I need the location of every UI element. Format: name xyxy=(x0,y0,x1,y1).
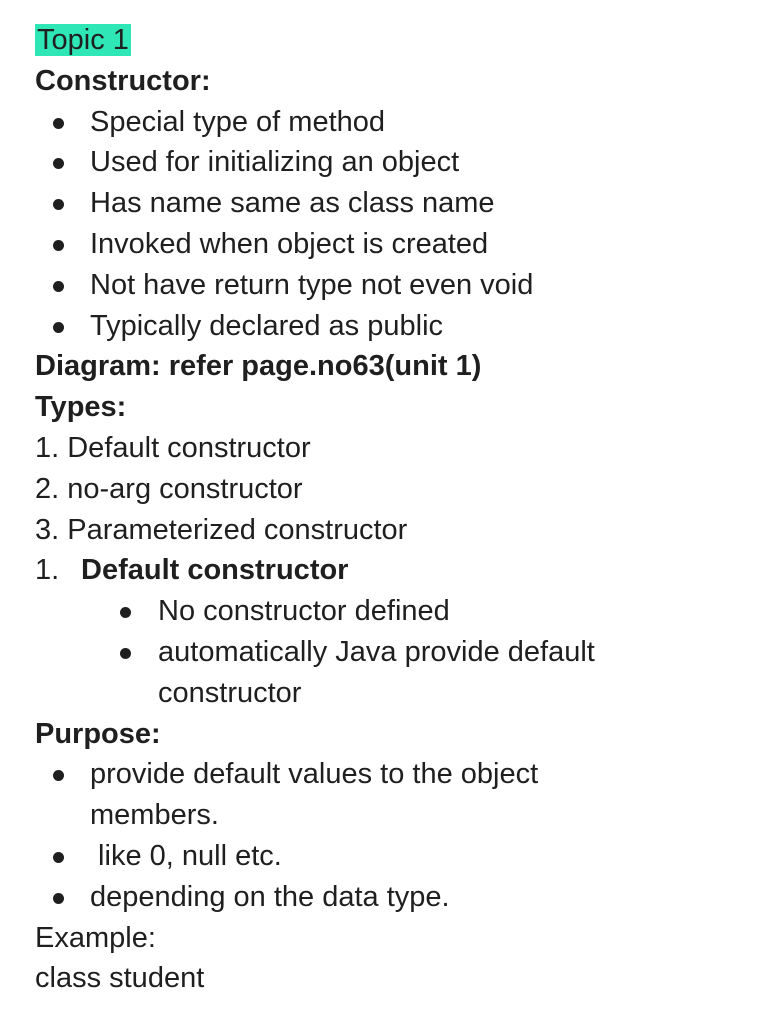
list-item: No constructor defined xyxy=(35,591,768,632)
list-item: Typically declared as public xyxy=(35,306,768,347)
bullet-icon xyxy=(53,281,64,292)
example-label: Example: xyxy=(35,921,156,954)
list-item: Not have return type not even void xyxy=(35,265,768,306)
bullet-icon xyxy=(120,648,131,659)
list-item: automatically Java provide default xyxy=(35,632,768,673)
code-line: class student xyxy=(35,962,205,995)
list-item-continuation: constructor xyxy=(158,676,302,709)
section-title: Default constructor xyxy=(81,554,349,587)
list-item: provide default values to the object xyxy=(35,754,768,795)
bullet-icon xyxy=(53,770,64,781)
list-item: Special type of method xyxy=(35,102,768,143)
bullet-icon xyxy=(53,852,64,863)
list-item: Used for initializing an object xyxy=(35,142,768,183)
bullet-icon xyxy=(53,893,64,904)
section-number: 1. xyxy=(35,554,60,587)
list-item: like 0, null etc. xyxy=(35,836,768,877)
bullet-icon xyxy=(53,199,64,210)
bullet-icon xyxy=(53,118,64,129)
list-item: depending on the data type. xyxy=(35,877,768,918)
types-item: 2. no-arg constructor xyxy=(35,472,303,505)
bullet-icon xyxy=(53,322,64,333)
bullet-icon xyxy=(120,607,131,618)
list-item: Invoked when object is created xyxy=(35,224,768,265)
constructor-heading: Constructor: xyxy=(35,64,211,97)
bullet-icon xyxy=(53,240,64,251)
default-constructor-heading xyxy=(35,550,768,591)
topic-line xyxy=(35,20,768,61)
diagram-reference: Diagram: refer page.no63(unit 1) xyxy=(35,350,482,383)
topic-label: Topic 1 xyxy=(37,24,129,56)
types-heading: Types: xyxy=(35,391,127,424)
types-item: 1. Default constructor xyxy=(35,431,311,464)
purpose-heading: Purpose: xyxy=(35,717,161,750)
list-item-continuation: members. xyxy=(90,799,219,832)
bullet-icon xyxy=(53,158,64,169)
types-item: 3. Parameterized constructor xyxy=(35,513,408,546)
list-item: Has name same as class name xyxy=(35,183,768,224)
